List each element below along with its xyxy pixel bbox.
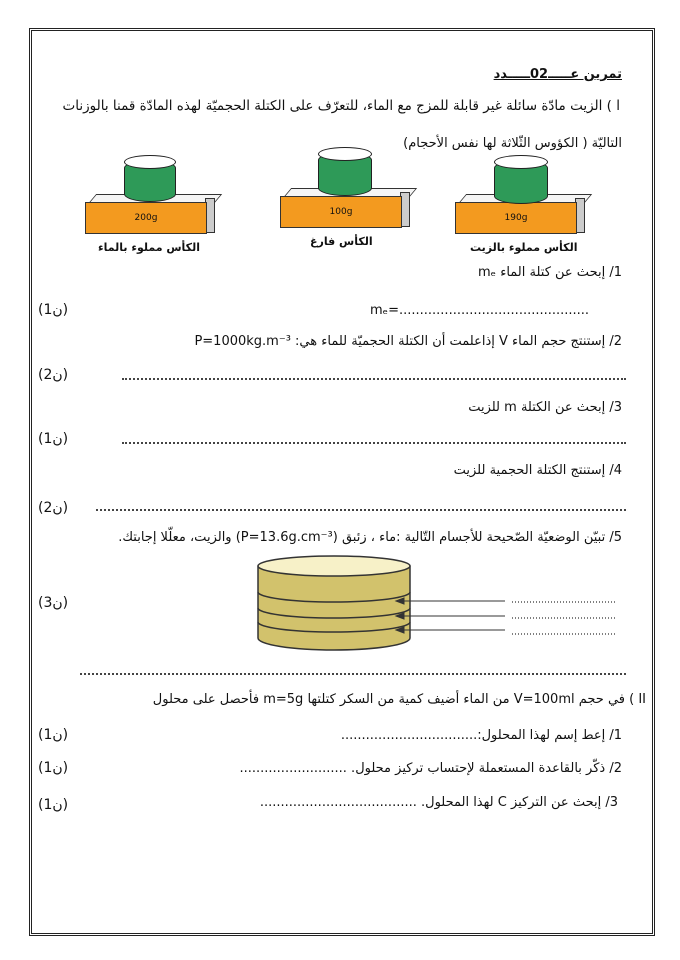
q4-answer-line[interactable] [96,509,626,511]
part2-intro: II ) في حجم V=100ml من الماء أضيف كمية من السكر كتلتها m=5g فأحصل على محلول [152,692,646,707]
q5-text: 5/ تبيّن الوضعيّة الصّحيحة للأجسام التّالية :ماء ، زئبق (P=13.6g.cm⁻³) والزيت، معلّلا إجابتك. [118,530,622,545]
q1-answer: mₑ=.............................................. [370,303,590,318]
part2-q2: 2/ ذكّر بالقاعدة المستعملة لإحتساب تركيز محلول. .......................... [239,761,622,776]
exercise-title: تمرين عـــــ02ـــــدد [493,67,622,82]
q3-mark: (1ن) [38,431,69,447]
scale-reading: 190g [455,202,577,234]
glass-top [494,155,548,169]
layered-container-diagram [250,552,630,657]
part2-q1-mark: (1ن) [38,727,69,743]
q2-mark: (2ن) [38,367,69,383]
part1-intro-line1: ا ) الزيت مادّة سائلة غير قابلة للمزج مع الماء، للتعرّف على الكتلة الحجميّة لهذه المادّة قمنا بالوزنات [62,98,620,114]
part2-q3-mark: (1ن) [38,797,69,813]
q5-mark: (3ن) [38,595,69,611]
glass-top [318,147,372,161]
q1-text: 1/ إبحث عن كتلة الماء mₑ [477,265,622,280]
q1-mark: (1ن) [38,302,69,318]
q4-mark: (2ن) [38,500,69,516]
q4-text: 4/ إستنتج الكتلة الحجمية للزيت [453,463,622,478]
scale-label: الكأس مملوء بالزيت [470,241,578,254]
part2-q3: 3/ إبحث عن التركيز C لهذا المحلول. ...................................... [259,795,618,810]
q3-answer-line[interactable] [122,442,626,444]
scale-reading: 200g [85,202,207,234]
scale-reading: 100g [280,196,402,228]
q2-text: 2/ إستنتج حجم الماء V إذاعلمت أن الكتلة الحجميّة للماء هي: P=1000kg.m⁻³ [194,334,622,349]
part2-q1: 1/ إعط إسم لهذا المحلول:................................. [340,728,622,743]
part1-intro-line2: التاليّة ( الكؤوس الثّلاثة لها نفس الأحجام) [403,136,622,151]
q2-answer-line[interactable] [122,378,626,380]
q3-text: 3/ إبحث عن الكتلة m للزيت [468,400,622,415]
scale-label: الكأس فارغ [310,235,373,248]
part2-q2-mark: (1ن) [38,760,69,776]
glass-top [124,155,176,169]
q5-answer-line[interactable] [80,673,626,675]
scale-label: الكأس مملوء بالماء [98,241,200,254]
